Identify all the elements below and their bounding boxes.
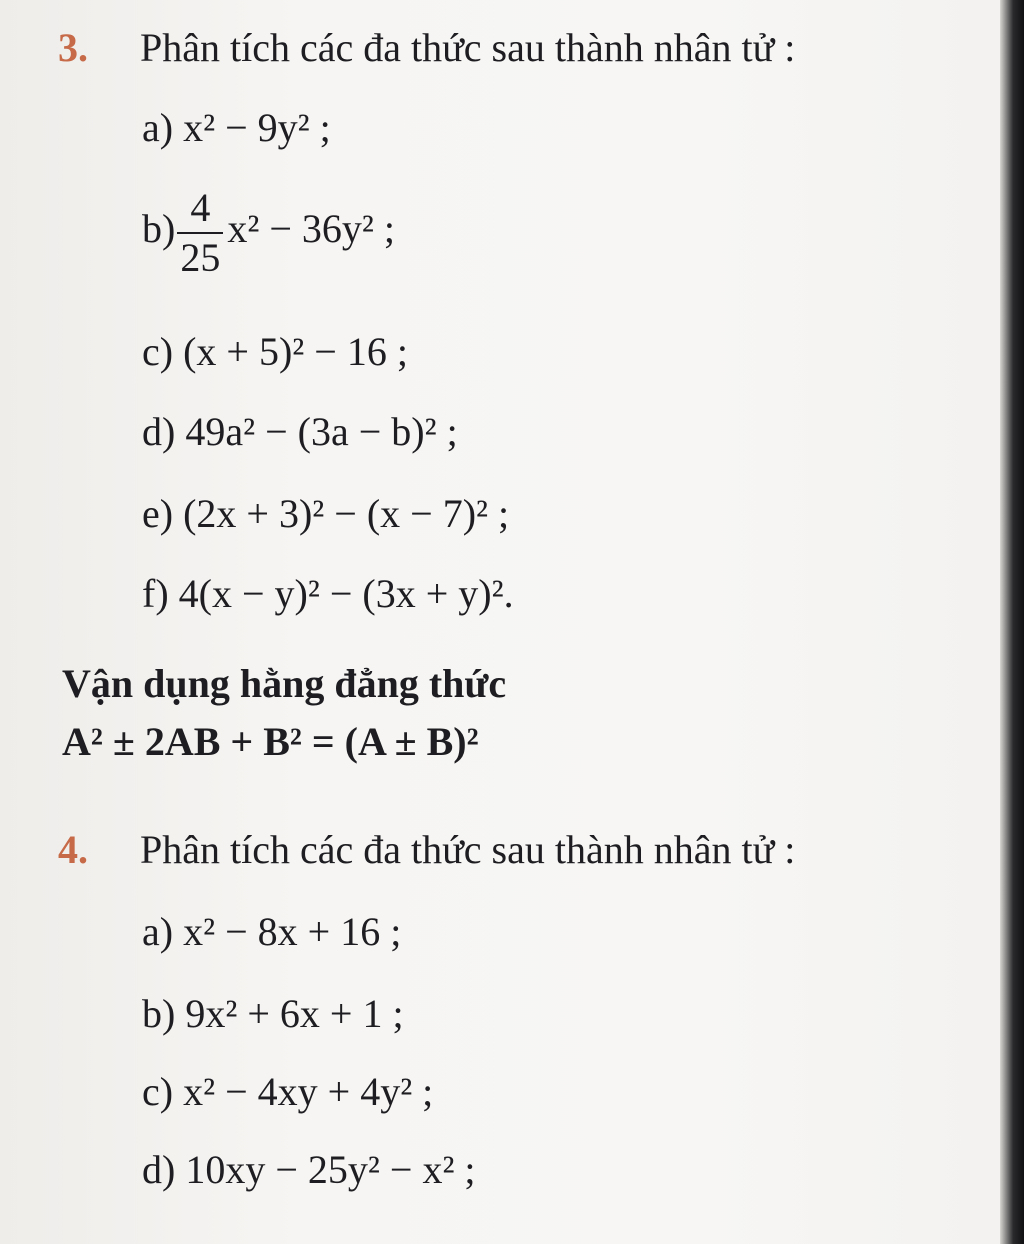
item-label: e) bbox=[142, 491, 174, 536]
exercise-3-item-e bbox=[142, 491, 510, 536]
exercise-3-item-c bbox=[142, 329, 408, 374]
math-expression: x² − 4xy + 4y² ; bbox=[183, 1069, 434, 1114]
fraction-denominator: 25 bbox=[180, 235, 221, 280]
exercise-4-item-c bbox=[142, 1069, 434, 1114]
exercise-4-item-d bbox=[142, 1147, 476, 1192]
item-label: a) bbox=[142, 105, 174, 150]
item-label: c) bbox=[142, 329, 174, 374]
math-expression: x² − 9y² ; bbox=[183, 105, 331, 150]
exercise-3-item-d bbox=[142, 409, 458, 454]
math-expression: 4(x − y)² − (3x + y)². bbox=[178, 571, 514, 616]
item-label: d) bbox=[142, 409, 176, 454]
exercise-3-item-a bbox=[142, 105, 331, 150]
item-label: d) bbox=[142, 1147, 176, 1192]
page-edge-shadow bbox=[1000, 0, 1024, 1244]
exercise-4-title: Phân tích các đa thức sau thành nhân tử : bbox=[140, 827, 796, 872]
exercise-3-item-b bbox=[142, 185, 395, 280]
item-label: f) bbox=[142, 571, 169, 616]
math-expression: 9x² + 6x + 1 ; bbox=[185, 991, 404, 1036]
exercise-4-item-a bbox=[142, 909, 402, 954]
exercise-3-title: Phân tích các đa thức sau thành nhân tử : bbox=[140, 25, 796, 70]
identity-formula: A² ± 2AB + B² = (A ± B)² bbox=[62, 719, 479, 764]
math-expression: (2x + 3)² − (x − 7)² ; bbox=[183, 491, 510, 536]
item-label: b) bbox=[142, 991, 176, 1036]
exercise-4-heading bbox=[58, 827, 796, 872]
item-label: a) bbox=[142, 909, 174, 954]
fraction-numerator: 4 bbox=[177, 188, 223, 234]
exercise-3-number: 3. bbox=[58, 25, 88, 70]
math-expression: 10xy − 25y² − x² ; bbox=[185, 1147, 476, 1192]
math-expression: (x + 5)² − 16 ; bbox=[183, 329, 408, 374]
item-label: c) bbox=[142, 1069, 174, 1114]
exercise-4-item-b bbox=[142, 991, 404, 1036]
exercise-3-item-f bbox=[142, 571, 514, 616]
fraction bbox=[177, 185, 223, 280]
math-expression: x² − 36y² ; bbox=[227, 206, 395, 252]
section-heading: Vận dụng hằng đẳng thức bbox=[62, 661, 507, 706]
math-expression: 49a² − (3a − b)² ; bbox=[185, 409, 458, 454]
math-expression: x² − 8x + 16 ; bbox=[183, 909, 402, 954]
item-label: b) bbox=[142, 206, 176, 252]
exercise-4-number: 4. bbox=[58, 827, 88, 872]
exercise-3-heading bbox=[58, 25, 796, 70]
